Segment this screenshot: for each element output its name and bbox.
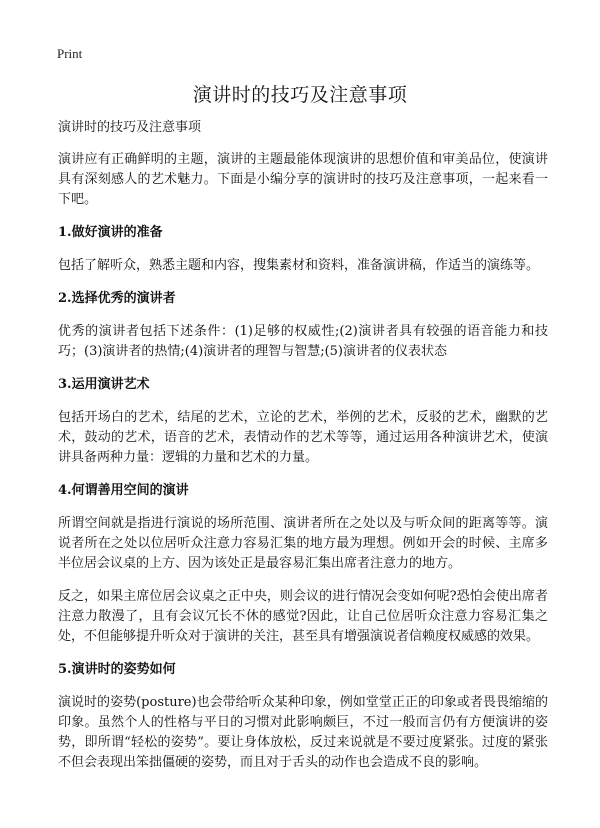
document-body	[58, 118, 548, 786]
section-paragraph: 包括了解听众，熟悉主题和内容，搜集素材和资料，准备演讲稿，作适当的演练等。	[58, 258, 540, 273]
section-heading: 1.做好演讲的准备	[58, 225, 163, 240]
section-paragraph: 所谓空间就是指进行演说的场所范围、演讲者所在之处以及与听众间的距离等等。演说者所在之处以位居听众注意力容易汇集的地方最为理想。例如开会的时候、主席多半位居会议桌的上方、因为该处正是最容易汇集出席者注意力的地方。	[58, 516, 548, 571]
document-subtitle: 演讲时的技巧及注意事项	[58, 120, 202, 135]
section-paragraph: 反之，如果主席位居会议桌之正中央，则会议的进行情况会变如何呢?恐怕会使出席者注意力散漫了，且有会议冗长不休的感觉?因此，让自己位居听众注意力容易汇集之处，不但能够提升听众对于演讲的关注，甚至具有增强演说者信赖度权威感的效果。	[58, 589, 548, 644]
section-heading: 2.选择优秀的演讲者	[58, 291, 176, 306]
page-title: 演讲时的技巧及注意事项	[192, 84, 408, 106]
section-2	[58, 289, 548, 362]
section-1	[58, 223, 548, 276]
section-4	[58, 481, 548, 647]
section-paragraph: 包括开场白的艺术，结尾的艺术，立论的艺术，举例的艺术，反驳的艺术，幽默的艺术，鼓动的艺术，语音的艺术，表情动作的艺术等等，通过运用各种演讲艺术，使演讲具备两种力量：逻辑的力量和艺术的力量。	[58, 410, 548, 465]
section-heading: 4.何谓善用空间的演讲	[58, 483, 189, 498]
print-link[interactable]: Print	[57, 46, 83, 61]
section-heading: 5.演讲时的姿势如何	[58, 662, 176, 677]
section-paragraph: 演说时的姿势(posture)也会带给听众某种印象，例如堂堂正正的印象或者畏畏缩缩的印象。虽然个人的性格与平日的习惯对此影响颇巨，不过一般而言仍有方便演讲的姿势，即所谓“轻松的姿势”。要让身体放松，反过来说就是不要过度紧张。过度的紧张不但会表现出笨拙僵硬的姿势，而且对于舌头的动作也会造成不良的影响。	[58, 695, 548, 770]
section-heading: 3.运用演讲艺术	[58, 377, 150, 392]
section-5	[58, 660, 548, 773]
section-3	[58, 375, 548, 468]
section-paragraph: 优秀的演讲者包括下述条件：(1)足够的权威性;(2)演讲者具有较强的语音能力和技巧；(3)演讲者的热情;(4)演讲者的理智与智慧;(5)演讲者的仪表状态	[58, 324, 548, 359]
intro-paragraph: 演讲应有正确鲜明的主题，演讲的主题最能体现演讲的思想价值和审美品位，使演讲具有深刻感人的艺术魅力。下面是小编分享的演讲时的技巧及注意事项，一起来看一下吧。	[58, 152, 548, 207]
